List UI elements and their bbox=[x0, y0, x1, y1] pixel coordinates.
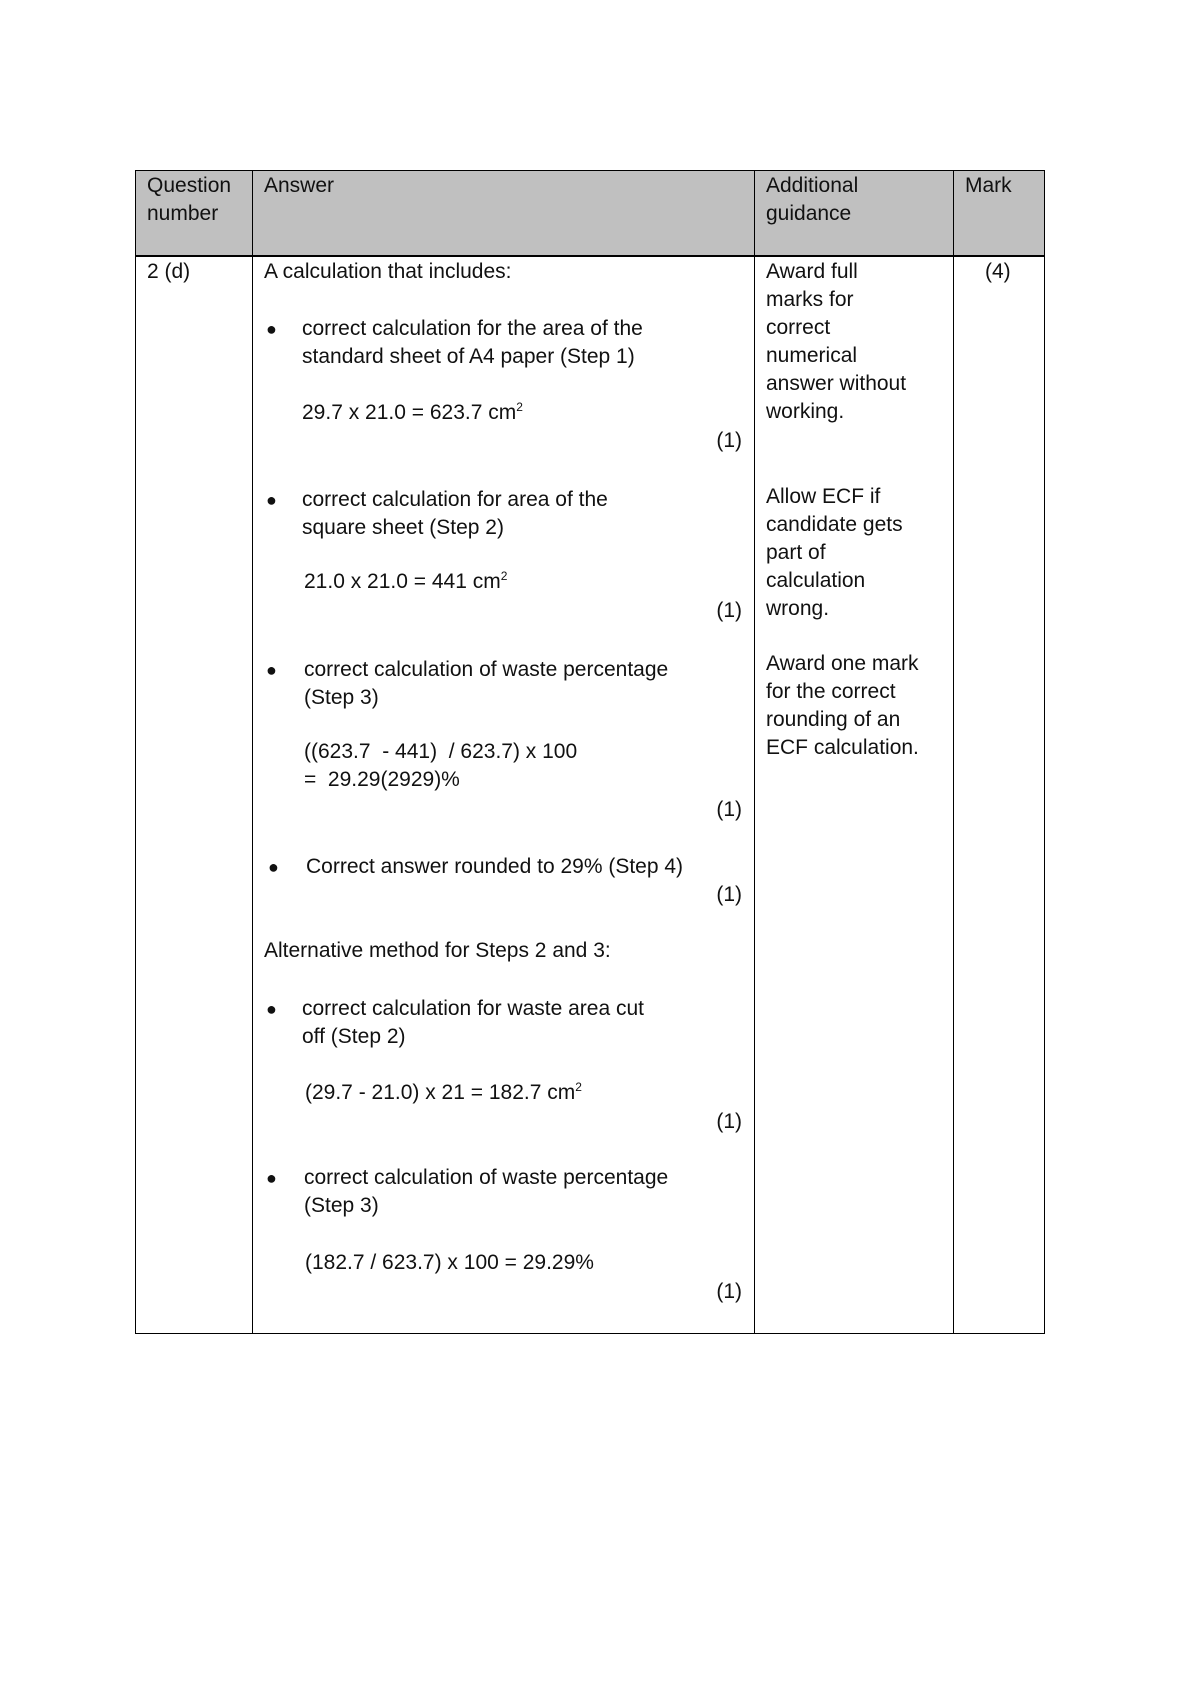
question-number: 2 (d) bbox=[147, 260, 191, 283]
guidance-line: wrong. bbox=[766, 597, 830, 620]
point-mark: (1) bbox=[716, 1110, 742, 1133]
total-mark: (4) bbox=[985, 260, 1011, 283]
superscript: 2 bbox=[500, 569, 508, 583]
superscript: 2 bbox=[516, 400, 523, 414]
formula-text: = 29.29(2929)% bbox=[304, 768, 460, 791]
guidance-line: candidate gets bbox=[766, 513, 903, 536]
bullet: ● bbox=[266, 319, 277, 339]
header-guidance-line: Additional bbox=[766, 174, 859, 197]
bullet: ● bbox=[266, 660, 277, 680]
point-mark: (1) bbox=[716, 599, 742, 622]
bullet: ● bbox=[266, 490, 277, 510]
header-guidance bbox=[766, 172, 858, 228]
answer-point bbox=[302, 315, 643, 371]
answer-point bbox=[304, 1164, 668, 1220]
guidance-line: Allow ECF if bbox=[766, 485, 881, 508]
guidance-line: numerical bbox=[766, 344, 858, 367]
answer-point-line: correct calculation for waste area cut bbox=[302, 997, 644, 1020]
answer-point-line: off (Step 2) bbox=[302, 1025, 406, 1048]
table-border-right bbox=[1044, 170, 1045, 1334]
point-mark: (1) bbox=[716, 1280, 742, 1303]
answer-point bbox=[302, 995, 644, 1051]
formula-text: 29.7 x 21.0 = 623.7 cm bbox=[302, 401, 517, 424]
formula bbox=[304, 568, 507, 596]
guidance-block bbox=[766, 483, 903, 623]
guidance-line: correct bbox=[766, 316, 831, 339]
answer-point-line: standard sheet of A4 paper (Step 1) bbox=[302, 345, 635, 368]
table-border-left bbox=[135, 170, 136, 1334]
formula bbox=[304, 738, 577, 794]
guidance-line: calculation bbox=[766, 569, 866, 592]
formula-text: 21.0 x 21.0 = 441 cm bbox=[304, 570, 501, 593]
alternative-heading: Alternative method for Steps 2 and 3: bbox=[264, 939, 611, 962]
header-guidance-line: guidance bbox=[766, 202, 852, 225]
answer-point: Correct answer rounded to 29% (Step 4) bbox=[306, 855, 684, 878]
guidance-block bbox=[766, 650, 919, 762]
answer-point bbox=[302, 486, 608, 542]
column-divider bbox=[953, 170, 954, 1334]
formula: (182.7 / 623.7) x 100 = 29.29% bbox=[305, 1251, 594, 1274]
guidance-line: rounding of an bbox=[766, 708, 901, 731]
point-mark: (1) bbox=[716, 883, 742, 906]
answer-intro: A calculation that includes: bbox=[264, 260, 512, 283]
point-mark: (1) bbox=[716, 798, 742, 821]
guidance-block bbox=[766, 258, 906, 426]
header-question bbox=[147, 172, 231, 228]
table-border-bottom bbox=[135, 1333, 1045, 1334]
guidance-line: Award full bbox=[766, 260, 858, 283]
answer-point-line: correct calculation for the area of the bbox=[302, 317, 643, 340]
column-divider bbox=[252, 170, 253, 1334]
answer-point-line: square sheet (Step 2) bbox=[302, 516, 504, 539]
guidance-line: part of bbox=[766, 541, 826, 564]
formula bbox=[305, 1079, 582, 1107]
formula bbox=[302, 399, 523, 427]
superscript: 2 bbox=[575, 1080, 582, 1094]
formula-text: ((623.7 - 441) / 623.7) x 100 bbox=[304, 740, 578, 763]
guidance-line: ECF calculation. bbox=[766, 736, 919, 759]
bullet: ● bbox=[268, 857, 279, 877]
answer-point-line: correct calculation of waste percentage bbox=[304, 1166, 669, 1189]
guidance-line: working. bbox=[766, 400, 845, 423]
bullet: ● bbox=[266, 999, 277, 1019]
table-border-top bbox=[135, 170, 1045, 171]
guidance-line: answer without bbox=[766, 372, 907, 395]
header-divider bbox=[135, 255, 1045, 257]
header-question-line: number bbox=[147, 202, 219, 225]
answer-point-line: (Step 3) bbox=[304, 1194, 379, 1217]
answer-point-line: (Step 3) bbox=[304, 686, 379, 709]
guidance-line: marks for bbox=[766, 288, 854, 311]
column-divider bbox=[754, 170, 755, 1334]
bullet: ● bbox=[266, 1168, 277, 1188]
header-mark: Mark bbox=[965, 174, 1012, 197]
answer-point-line: correct calculation for area of the bbox=[302, 488, 608, 511]
formula-text: (29.7 - 21.0) x 21 = 182.7 cm bbox=[305, 1081, 576, 1104]
point-mark: (1) bbox=[716, 429, 742, 452]
guidance-line: for the correct bbox=[766, 680, 896, 703]
answer-point bbox=[304, 656, 668, 712]
answer-point-line: correct calculation of waste percentage bbox=[304, 658, 669, 681]
header-answer: Answer bbox=[264, 174, 335, 197]
guidance-line: Award one mark bbox=[766, 652, 919, 675]
header-question-line: Question bbox=[147, 174, 232, 197]
